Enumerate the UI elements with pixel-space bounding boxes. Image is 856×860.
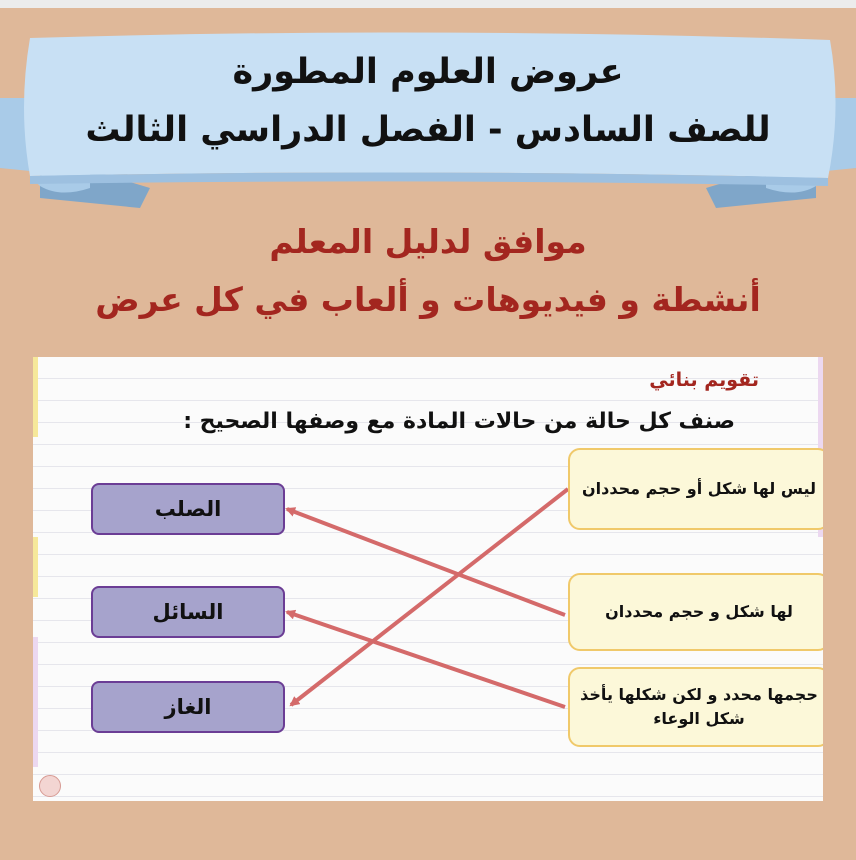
desc-fixed-shape-volume[interactable]: لها شكل و حجم محددان: [568, 573, 823, 651]
desc-no-fixed-shape[interactable]: ليس لها شكل أو حجم محددان: [568, 448, 823, 530]
logo-icon: [39, 775, 61, 797]
section-label: تقويم بنائي: [649, 369, 759, 391]
banner-title-line2: للصف السادس - الفصل الدراسي الثالث: [85, 110, 771, 150]
term-liquid[interactable]: السائل: [91, 586, 285, 638]
desc-takes-container-shape[interactable]: حجمها محدد و لكن شكلها يأخذ شكل الوعاء: [568, 667, 823, 747]
question-text: صنف كل حالة من حالات المادة مع وصفها الصحيح :: [183, 409, 735, 434]
subtitle-line1: موافق لدليل المعلم: [269, 222, 587, 261]
arrow-container-to-liquid: [287, 612, 565, 707]
term-solid[interactable]: الصلب: [91, 483, 285, 535]
term-gas[interactable]: الغاز: [91, 681, 285, 733]
banner-title-line1: عروض العلوم المطورة: [232, 52, 624, 92]
subtitle-line2: أنشطة و فيديوهات و ألعاب في كل عرض: [95, 280, 761, 319]
arrow-nofixed-to-gas: [291, 489, 568, 705]
slide-preview: [33, 357, 823, 801]
top-strip: [0, 0, 856, 8]
